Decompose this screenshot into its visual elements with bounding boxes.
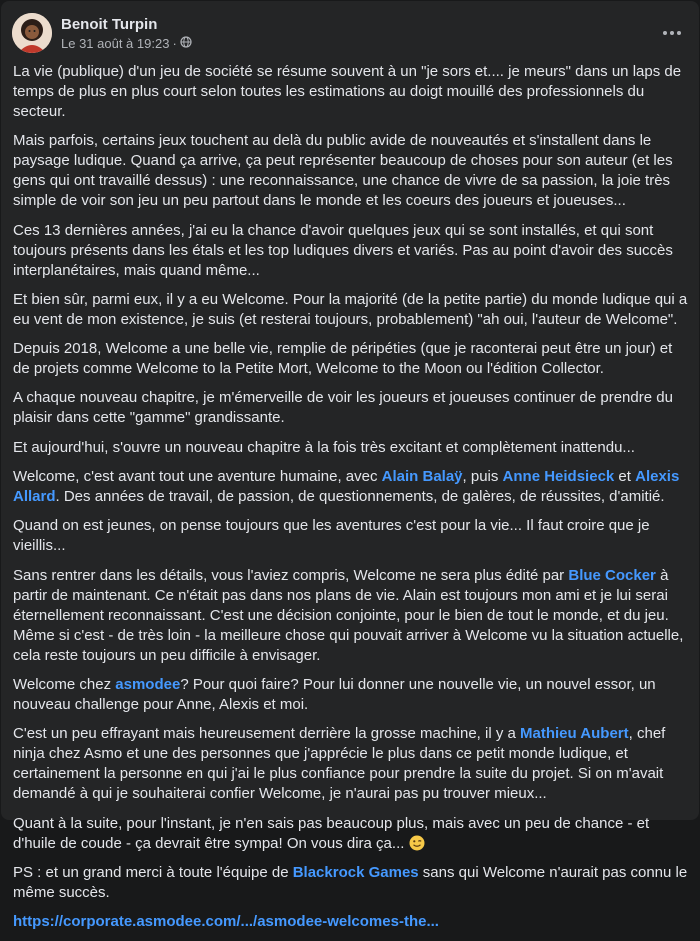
text: à partir de maintenant. Ce n'était pas dans nos plans de vie. Alain est toujours mon ami et je lui serai éternellement reconnaissant. C'est une décision conjointe, pour le bien de tout le monde, et du jeu. Même si c'est - de très loin - la meilleure chose qui pouvait arriver à Welcome vu la situation actuelle, cela reste toujours un peu difficile à envisager. — [13, 566, 684, 664]
avatar[interactable] — [12, 13, 52, 53]
meta-separator: · — [172, 36, 177, 51]
post-body — [13, 62, 689, 941]
post-meta — [61, 36, 192, 51]
paragraph — [13, 724, 689, 804]
text: Welcome chez — [13, 675, 116, 693]
globe-icon[interactable] — [180, 36, 192, 51]
text: PS : et un grand merci à toute l'équipe de — [13, 863, 293, 881]
text: . Des années de travail, de passion, de questionnements, de galères, de réussites, d'amitié. — [55, 488, 665, 506]
paragraph — [13, 467, 689, 507]
post-header — [12, 13, 688, 55]
paragraph: La vie (publique) d'un jeu de société se résume souvent à un "je sors et.... je meurs" dans un laps de temps de plus en plus court selon toutes les estimations au doigt mouillé des professionnels du secteur. — [13, 63, 682, 120]
paragraph — [13, 912, 689, 932]
mention-alain-balay[interactable]: Alain Balaÿ — [381, 468, 463, 486]
paragraph: A chaque nouveau chapitre, je m'émerveille de voir les joueurs et joueuses continuer de prendre du plaisir dans cette "gamme" grandissante. — [13, 389, 673, 427]
facebook-post — [1, 1, 699, 931]
winking-face-emoji — [409, 835, 425, 851]
article-link[interactable]: https://corporate.asmodee.com/.../asmodee-welcomes-the... — [13, 913, 439, 931]
post-timestamp[interactable]: Le 31 août à 19:23 — [61, 36, 170, 51]
more-options-icon[interactable] — [656, 17, 688, 49]
text: ? Pour quoi faire? Pour lui donner une nouvelle vie, un nouvel essor, un nouveau challenge pour Anne, Alexis et moi. — [13, 675, 656, 713]
mention-anne-heidsieck[interactable]: Anne Heidsieck — [502, 468, 615, 486]
paragraph: Mais parfois, certains jeux touchent au delà du public avide de nouveautés et s'installent dans le paysage ludique. Quand ça arrive, ça peut représenter beaucoup de choses pour son auteur (et les gens qui ont travaillé dessus) : une reconnaissance, une chance de vivre de sa passion, la joie très simple de voir son jeu un peu partout dans le monde et les coeurs des joueurs et joueuses... — [13, 132, 673, 210]
mention-blackrock-games[interactable]: Blackrock Games — [292, 863, 419, 881]
text: sans qui Welcome n'aurait pas connu le même succès. — [13, 863, 688, 901]
text: , puis — [462, 468, 503, 486]
paragraph: Et aujourd'hui, s'ouvre un nouveau chapitre à la fois très excitant et complètement inattendu... — [13, 438, 635, 456]
paragraph: Quand on est jeunes, on pense toujours que les aventures c'est pour la vie... Il faut croire que je vieillis... — [13, 517, 650, 555]
text: Welcome, c'est avant tout une aventure humaine, avec — [13, 468, 382, 486]
paragraph — [13, 814, 689, 854]
paragraph — [13, 863, 689, 903]
text: Sans rentrer dans les détails, vous l'aviez compris, Welcome ne sera plus édité par — [13, 566, 569, 584]
paragraph: Depuis 2018, Welcome a une belle vie, remplie de péripéties (que je raconterai peut être un jour) et de projets comme Welcome to la Petite Mort, Welcome to the Moon ou l'édition Collector. — [13, 340, 673, 378]
mention-asmodee[interactable]: asmodee — [115, 675, 181, 693]
paragraph: Et bien sûr, parmi eux, il y a eu Welcome. Pour la majorité (de la petite partie) du monde ludique qui a eu vent de mon existence, je suis (et resterai toujours, probablement) "ah oui, l'auteur de Welcome". — [13, 290, 688, 328]
text: C'est un peu effrayant mais heureusement derrière la grosse machine, il y a — [13, 725, 521, 743]
mention-alexis-allard[interactable]: Alexis Allard — [13, 468, 680, 506]
mention-blue-cocker[interactable]: Blue Cocker — [568, 566, 656, 584]
mention-mathieu-aubert[interactable]: Mathieu Aubert — [520, 725, 629, 743]
paragraph — [13, 675, 689, 715]
text: Quant à la suite, pour l'instant, je n'en sais pas beaucoup plus, mais avec un peu de chance - et d'huile de coude - ça devrait être sympa! On vous dira ça... — [13, 814, 650, 852]
text: et — [614, 468, 636, 486]
paragraph: Ces 13 dernières années, j'ai eu la chance d'avoir quelques jeux qui se sont installés, et qui sont toujours présents dans les étals et les top ludiques divers et variés. Pas au point d'avoir des succès interplanétaires, mais quand même... — [13, 221, 673, 279]
author-name[interactable]: Benoit Turpin — [61, 16, 158, 33]
text: , chef ninja chez Asmo et une des personnes que j'apprécie le plus dans ce petit monde ludique, et certainement la personne en qui j'ai le plus confiance pour prendre la suite du projet. Si on m'avait demandé à qui je souhaiterai confier Welcome, je n'aurai pas pu trouver mieux... — [13, 725, 666, 803]
paragraph — [13, 566, 689, 666]
